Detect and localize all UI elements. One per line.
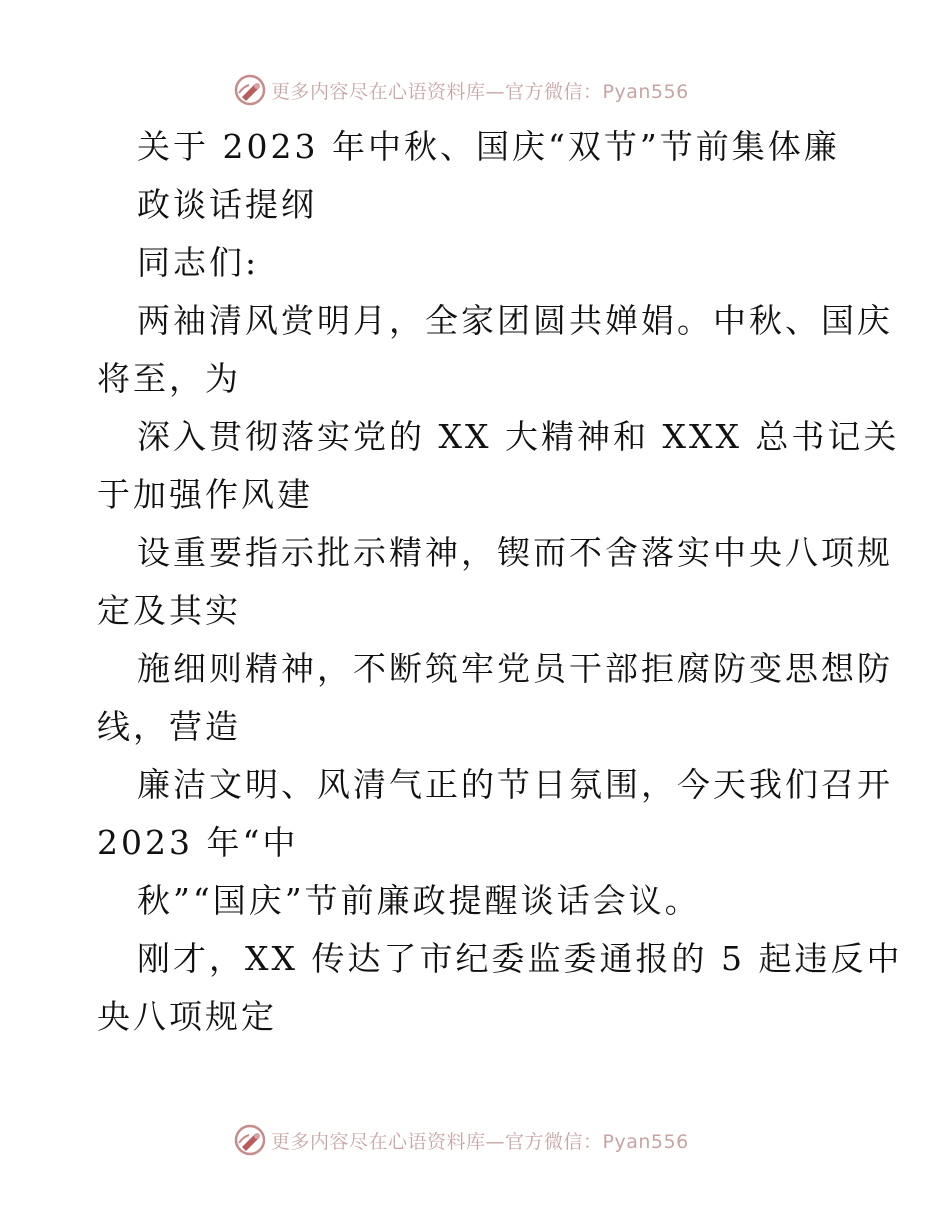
doc-line: 廉洁文明、风清气正的节日氛围，今天我们召开 — [137, 765, 893, 804]
footer-banner-text: 更多内容尽在心语资料库—官方微信：Pyan556 — [271, 1130, 689, 1153]
pen-nib-logo-icon — [233, 73, 267, 107]
doc-line: 同志们: — [137, 243, 260, 282]
doc-line: 两袖清风赏明月，全家团圆共婵娟。中秋、国庆 — [137, 301, 893, 340]
pen-nib-logo-icon — [233, 1123, 267, 1157]
doc-line: 定及其实 — [97, 591, 241, 630]
doc-line: 关于 2023 年中秋、国庆“双节”节前集体廉 — [137, 127, 840, 166]
header-banner-text: 更多内容尽在心语资料库—官方微信：Pyan556 — [271, 80, 689, 103]
footer-banner — [233, 1122, 689, 1158]
doc-line: 于加强作风建 — [97, 475, 313, 514]
doc-line: 设重要指示批示精神，锲而不舍落实中央八项规 — [137, 533, 893, 572]
doc-line: 央八项规定 — [97, 997, 277, 1036]
doc-line: 深入贯彻落实党的 XX 大精神和 XXX 总书记关 — [137, 417, 900, 456]
doc-line: 将至，为 — [97, 359, 241, 398]
doc-line: 秋”“国庆”节前廉政提醒谈话会议。 — [137, 881, 701, 920]
doc-line: 刚才，XX 传达了市纪委监委通报的 5 起违反中 — [137, 939, 903, 978]
doc-line: 施细则精神，不断筑牢党员干部拒腐防变思想防 — [137, 649, 893, 688]
header-banner — [233, 72, 689, 108]
document-body — [97, 118, 903, 1046]
doc-line: 2023 年“中 — [97, 823, 299, 862]
doc-line: 政谈话提纲 — [137, 185, 317, 224]
doc-line: 线，营造 — [97, 707, 241, 746]
